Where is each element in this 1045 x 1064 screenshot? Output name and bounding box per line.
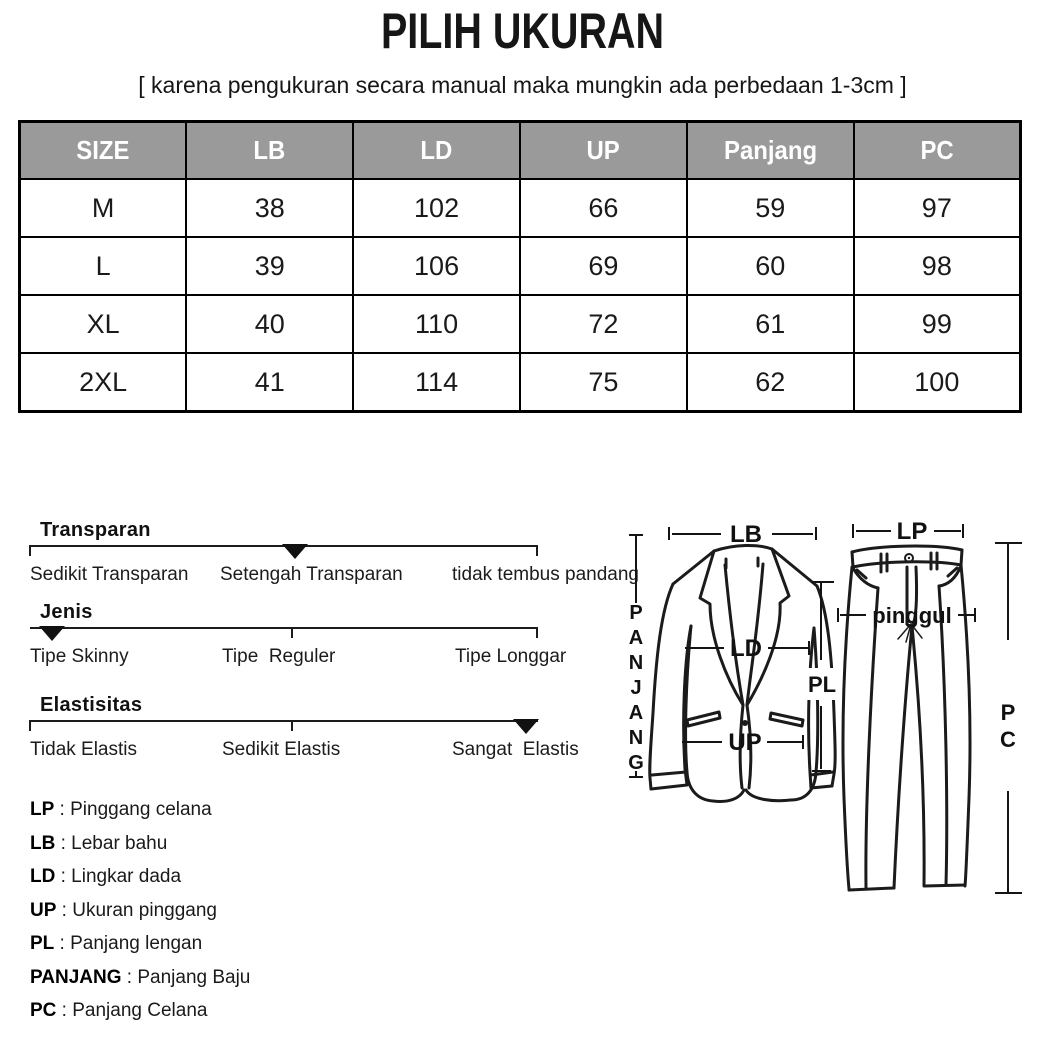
scale-option: Setengah Transparan bbox=[220, 564, 403, 585]
col-header-pc: PC bbox=[854, 122, 1021, 180]
col-header-size: SIZE bbox=[20, 122, 187, 180]
value-cell: 39 bbox=[186, 237, 353, 295]
value-cell: 59 bbox=[687, 179, 854, 237]
value-cell: 40 bbox=[186, 295, 353, 353]
value-cell: 61 bbox=[687, 295, 854, 353]
legend-item: UP : Ukuran pinggang bbox=[30, 899, 217, 921]
jacket-lb-label: LB bbox=[730, 521, 762, 548]
scale-option: Tipe Longgar bbox=[455, 646, 567, 667]
scale-option: Tipe Skinny bbox=[30, 646, 129, 667]
pants-pc-label bbox=[1000, 700, 1016, 752]
scale-title: Transparan bbox=[40, 519, 151, 541]
col-header-ld: LD bbox=[353, 122, 520, 180]
value-cell: 100 bbox=[854, 353, 1021, 412]
col-header-panjang: Panjang bbox=[687, 122, 854, 180]
value-cell: 114 bbox=[353, 353, 520, 412]
scale-option: Sedikit Transparan bbox=[30, 564, 189, 585]
scale-marker-triangle-icon bbox=[39, 626, 65, 641]
size-table-header-row bbox=[20, 122, 1021, 180]
scale-tick bbox=[536, 627, 538, 638]
svg-text:A: A bbox=[628, 627, 644, 649]
scale-option: Sedikit Elastis bbox=[222, 739, 341, 760]
scale-elastisitas bbox=[0, 694, 640, 774]
value-cell: 62 bbox=[687, 353, 854, 412]
pants-outline-drawing bbox=[843, 546, 970, 890]
svg-text:P: P bbox=[629, 602, 643, 624]
legend-item: LD : Lingkar dada bbox=[30, 866, 182, 887]
page-title: PILIH UKURAN bbox=[380, 3, 665, 59]
scale-tick bbox=[291, 720, 293, 731]
col-header-up: UP bbox=[520, 122, 687, 180]
svg-text:C: C bbox=[1000, 727, 1016, 752]
scale-option: tidak tembus pandang bbox=[452, 564, 639, 585]
legend-item: PC : Panjang Celana bbox=[30, 1000, 208, 1021]
scale-line bbox=[30, 720, 538, 722]
jacket-panjang-label bbox=[628, 602, 644, 774]
size-cell: L bbox=[20, 237, 187, 295]
scale-title: Jenis bbox=[40, 601, 93, 623]
svg-text:N: N bbox=[628, 727, 644, 749]
scale-option: Tidak Elastis bbox=[30, 739, 137, 760]
table-row bbox=[20, 237, 1021, 295]
svg-text:P: P bbox=[1000, 700, 1016, 725]
scale-tick bbox=[29, 720, 31, 731]
pants-lp-label: LP bbox=[896, 518, 928, 545]
value-cell: 60 bbox=[687, 237, 854, 295]
value-cell: 66 bbox=[520, 179, 687, 237]
scale-transparan bbox=[0, 519, 640, 599]
legend-item: PANJANG : Panjang Baju bbox=[30, 966, 251, 988]
value-cell: 97 bbox=[854, 179, 1021, 237]
scale-tick bbox=[29, 545, 31, 556]
col-header-lb: LB bbox=[186, 122, 353, 180]
table-row bbox=[20, 353, 1021, 412]
value-cell: 72 bbox=[520, 295, 687, 353]
scale-jenis bbox=[0, 601, 643, 681]
size-cell: 2XL bbox=[20, 353, 187, 412]
table-row bbox=[20, 179, 1021, 237]
table-row bbox=[20, 295, 1021, 353]
value-cell: 69 bbox=[520, 237, 687, 295]
scale-tick bbox=[536, 545, 538, 556]
svg-text:J: J bbox=[630, 677, 642, 699]
legend-item: LB : Lebar bahu bbox=[30, 832, 168, 854]
scale-tick bbox=[291, 627, 293, 638]
svg-text:N: N bbox=[628, 652, 644, 674]
svg-text:G: G bbox=[628, 752, 644, 774]
pants-pinggul-label: pinggul bbox=[872, 603, 952, 628]
page-subtitle: [ karena pengukuran secara manual maka mungkin ada perbedaan 1-3cm ] bbox=[138, 72, 907, 98]
value-cell: 98 bbox=[854, 237, 1021, 295]
abbreviation-legend bbox=[30, 793, 250, 1028]
scale-marker-triangle-icon bbox=[513, 719, 539, 734]
legend-item: LP : Pinggang celana bbox=[30, 799, 212, 820]
value-cell: 99 bbox=[854, 295, 1021, 353]
scale-option: Tipe Reguler bbox=[222, 646, 336, 667]
svg-text:A: A bbox=[628, 702, 644, 724]
size-cell: M bbox=[20, 179, 187, 237]
value-cell: 102 bbox=[353, 179, 520, 237]
measurement-diagram bbox=[610, 508, 1045, 908]
jacket-pl-label: PL bbox=[807, 672, 837, 697]
size-table bbox=[18, 120, 1022, 413]
scale-title: Elastisitas bbox=[40, 694, 143, 716]
scale-line bbox=[30, 627, 538, 629]
scale-option: Sangat Elastis bbox=[452, 739, 579, 760]
jacket-ld-label: LD bbox=[730, 635, 762, 662]
value-cell: 110 bbox=[353, 295, 520, 353]
jacket-up-label: UP bbox=[728, 729, 762, 756]
scale-marker-triangle-icon bbox=[282, 544, 308, 559]
value-cell: 106 bbox=[353, 237, 520, 295]
legend-item: PL : Panjang lengan bbox=[30, 933, 203, 954]
size-cell: XL bbox=[20, 295, 187, 353]
value-cell: 38 bbox=[186, 179, 353, 237]
value-cell: 75 bbox=[520, 353, 687, 412]
value-cell: 41 bbox=[186, 353, 353, 412]
